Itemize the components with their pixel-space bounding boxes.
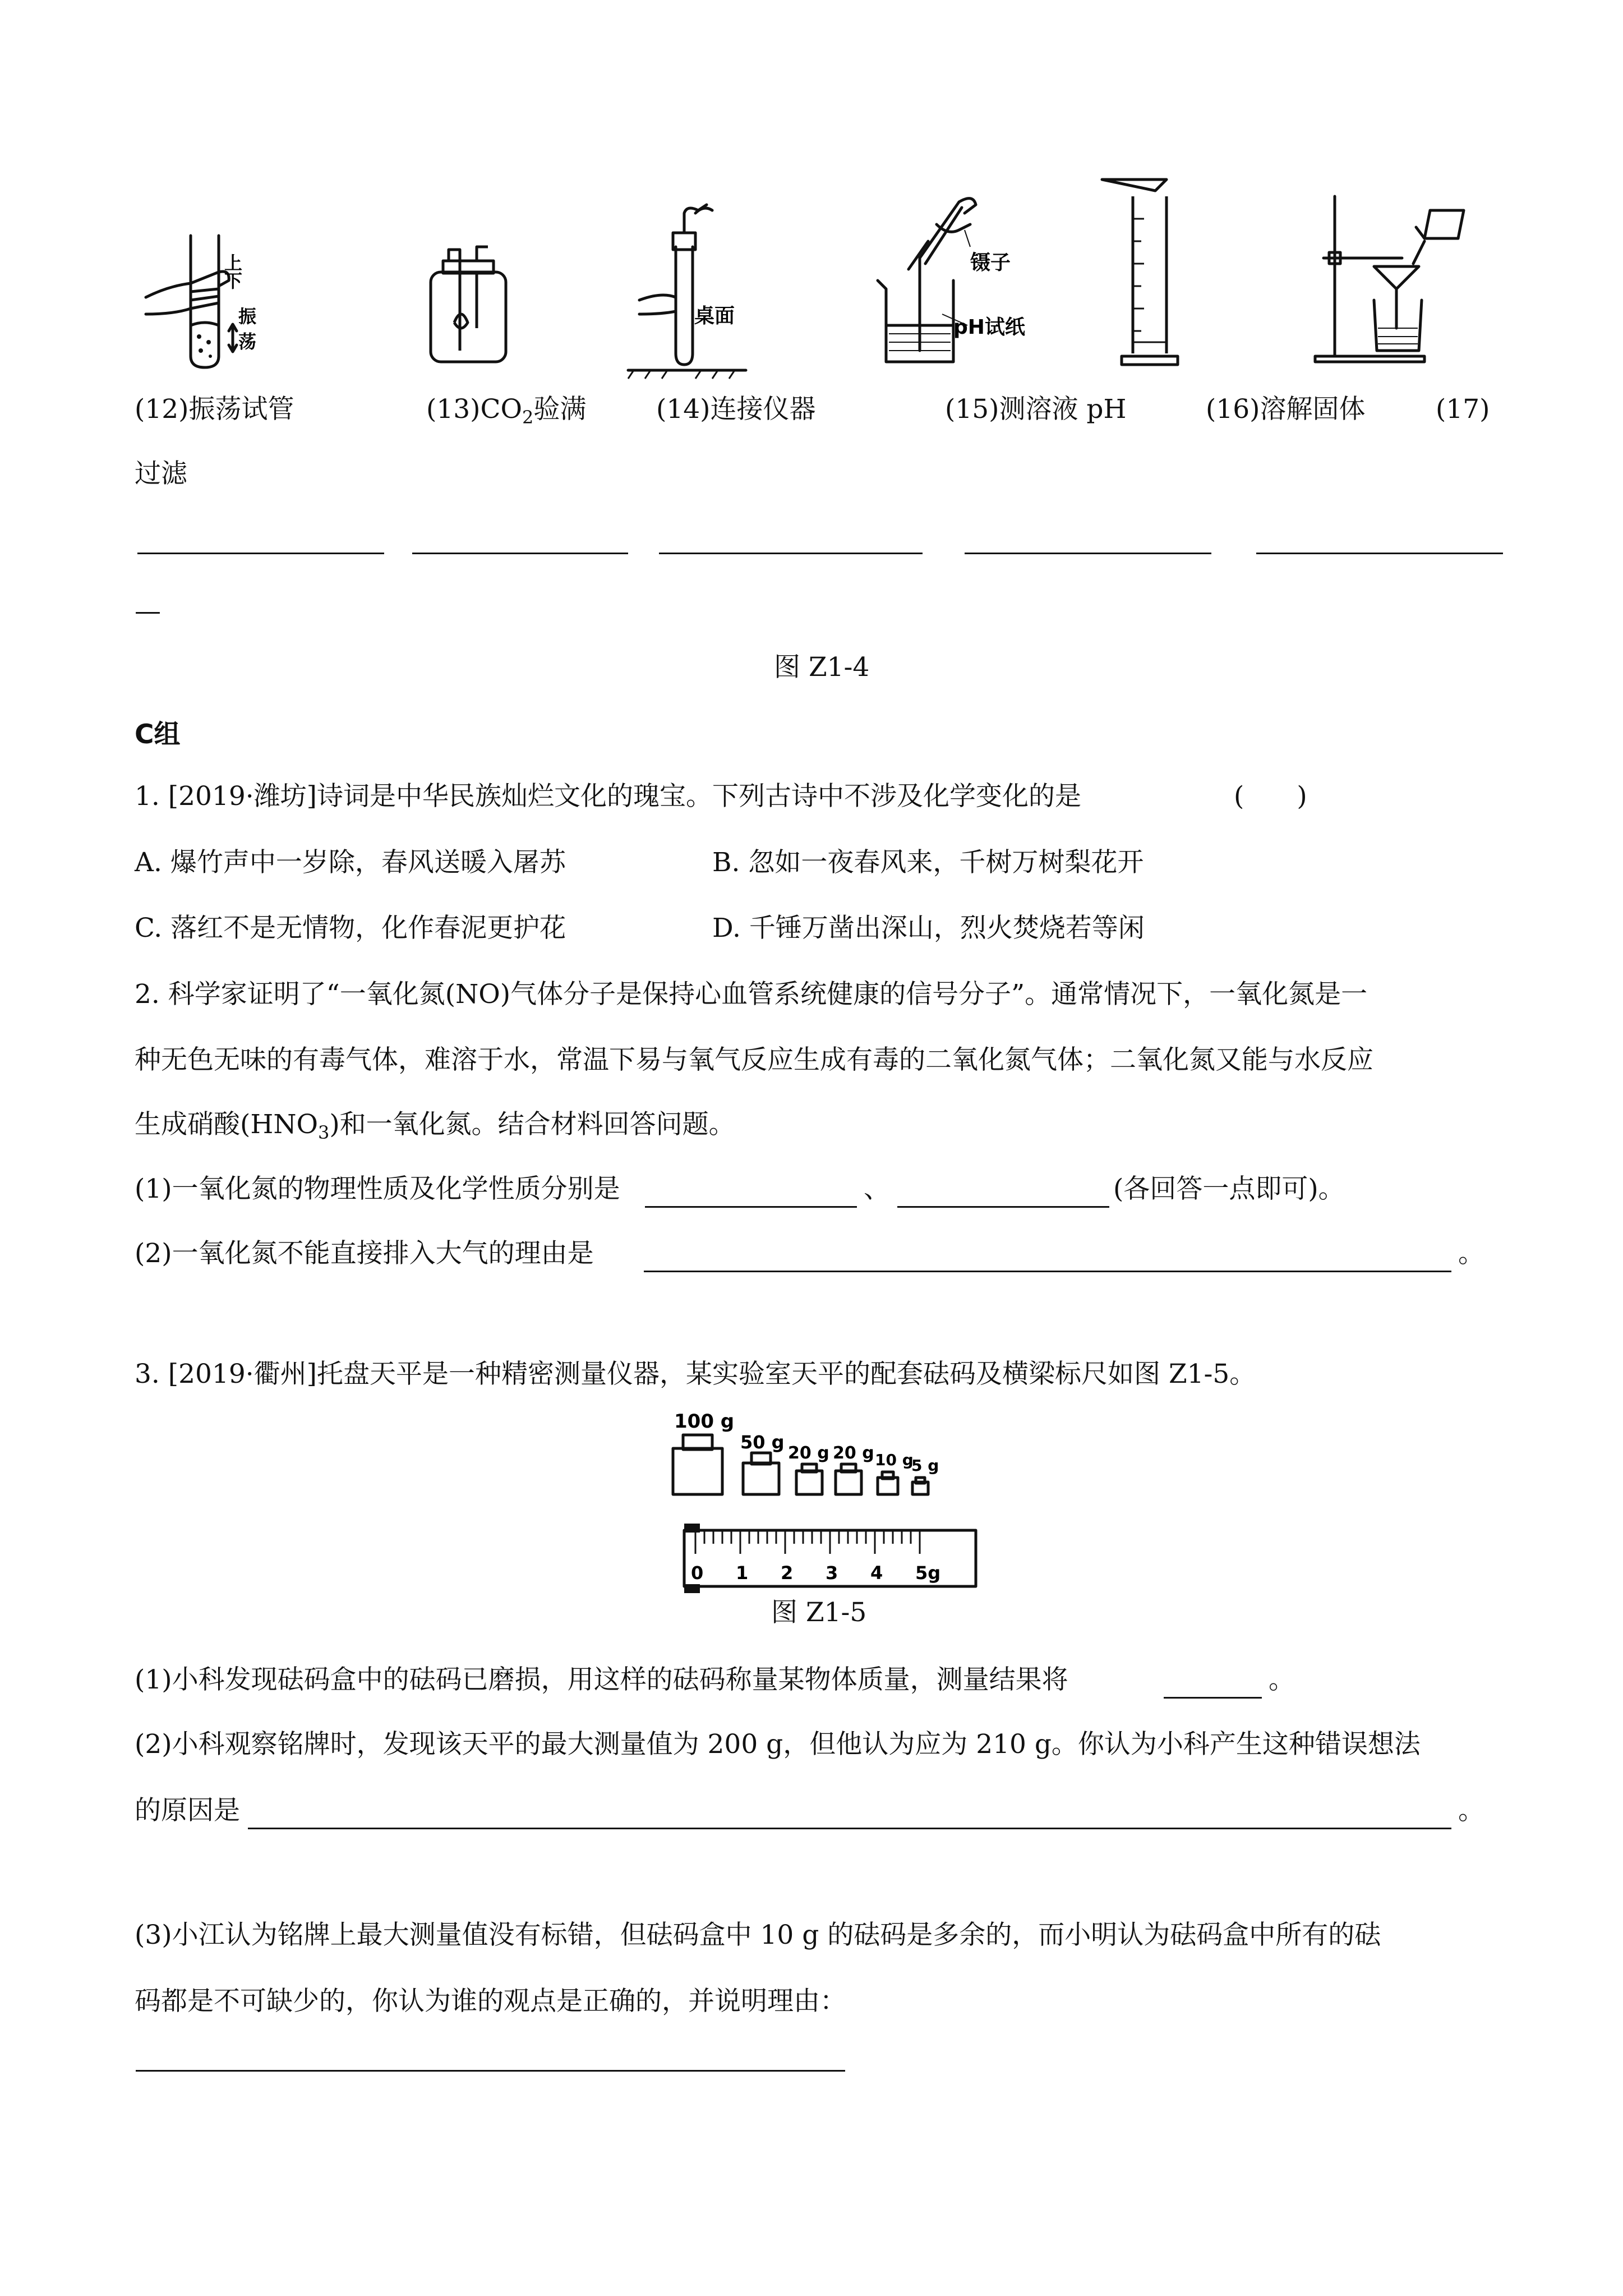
q2-part-1-prefix: (1)一氧化氮的物理性质及化学性质分别是	[135, 1174, 620, 1204]
fig4-answer-blank-4[interactable]	[965, 553, 1211, 554]
fig4-answer-blank-3[interactable]	[659, 553, 923, 554]
q3-part-2-prefix: 的原因是	[135, 1795, 240, 1826]
annotation-tweezers: 镊子	[970, 251, 1011, 274]
q3-part-2-line-1: (2)小科观察铭牌时，发现该天平的最大测量值为 200 g，但他认为应为 210 g。你认为小科产生这种错误想法	[135, 1729, 1421, 1760]
q2-part-2-prefix: (2)一氧化氮不能直接排入大气的理由是	[135, 1238, 594, 1269]
q1-option-d[interactable]: D. 千锤万凿出深山，烈火焚烧若等闲	[712, 913, 1145, 944]
label-17: (17)	[1436, 394, 1490, 425]
q1-option-a[interactable]: A. 爆竹声中一岁除，春风送暖入屠苏	[135, 847, 566, 878]
shake-tube-illustration	[135, 230, 269, 376]
weights-and-ruler-figure	[662, 1397, 987, 1599]
ruler-tick-label-1: 1	[736, 1562, 749, 1584]
label-14: (14)连接仪器	[656, 394, 816, 425]
label-13-sub: 2	[522, 407, 534, 428]
annotation-down: 下	[224, 270, 243, 292]
q3-part-3-blank[interactable]	[136, 2070, 845, 2072]
q2-line-3-sub: 3	[317, 1122, 330, 1143]
q2-line-3	[135, 1108, 735, 1149]
q3-part-2-suffix: 。	[1458, 1795, 1484, 1826]
label-12: (12)振荡试管	[135, 394, 294, 425]
q3-part-1-blank[interactable]	[1164, 1697, 1262, 1699]
q2-part-1-separator: 、	[864, 1174, 890, 1204]
cylinder-illustration	[1099, 174, 1200, 370]
fig4-dash: —	[135, 596, 161, 627]
group-c-title: C组	[135, 719, 181, 750]
q2-part-1-blank-1[interactable]	[645, 1206, 857, 1208]
label-13-post: 验满	[533, 394, 587, 425]
weight-label-20g-a: 20 g	[788, 1443, 829, 1463]
label-13	[426, 393, 586, 434]
q1-stem: 1. [2019·潍坊]诗词是中华民族灿烂文化的瑰宝。下列古诗中不涉及化学变化的是	[135, 781, 1082, 812]
q1-option-c[interactable]: C. 落红不是无情物，化作春泥更护花	[135, 913, 566, 944]
annotation-ph-paper: pH试纸	[953, 316, 1025, 339]
q3-stem: 3. [2019·衢州]托盘天平是一种精密测量仪器，某实验室天平的配套砝码及横梁标尺如图 Z1-5。	[135, 1359, 1256, 1389]
q2-line-3-post: )和一氧化氮。结合材料回答问题。	[329, 1109, 735, 1140]
ruler-tick-label-2: 2	[781, 1562, 794, 1584]
ruler-tick-label-4: 4	[870, 1562, 883, 1584]
q3-part-1-suffix: 。	[1269, 1664, 1295, 1695]
weight-label-20g-b: 20 g	[833, 1443, 874, 1463]
q2-line-1: 2. 科学家证明了“一氧化氮(NO)气体分子是保持心血管系统健康的信号分子”。通常情况下，一氧化氮是一	[135, 979, 1368, 1010]
q2-line-2: 种无色无味的有毒气体，难溶于水，常温下易与氧气反应生成有毒的二氧化氮气体；二氧化氮又能与水反应	[135, 1045, 1373, 1075]
fig4-caption: 图 Z1-4	[774, 652, 870, 683]
filtration-illustration	[1312, 194, 1469, 362]
label-16: (16)溶解固体	[1206, 394, 1366, 425]
weight-label-5g: 5 g	[911, 1456, 939, 1475]
label-17-continued: 过滤	[135, 458, 187, 489]
annotation-up: 上	[224, 252, 243, 274]
fig4-answer-blank-5[interactable]	[1256, 553, 1503, 554]
ruler-tick-label-5: 5g	[915, 1562, 941, 1584]
q2-part-2-blank[interactable]	[644, 1271, 1451, 1272]
ph-test-illustration	[875, 191, 1060, 370]
label-15: (15)测溶液 pH	[945, 394, 1127, 425]
q3-part-3-line-1: (3)小江认为铭牌上最大测量值没有标错，但砝码盒中 10 g 的砝码是多余的，而小明认为砝码盒中所有的砝	[135, 1920, 1381, 1950]
weight-label-10g: 10 g	[875, 1451, 914, 1469]
q3-part-3-line-2: 码都是不可缺少的，你认为谁的观点是正确的，并说明理由：	[135, 1986, 846, 2017]
fig4-answer-blank-2[interactable]	[412, 553, 628, 554]
annotation-shake-2: 荡	[238, 331, 257, 352]
q2-part-1-suffix: (各回答一点即可)。	[1113, 1174, 1345, 1204]
ruler-tick-label-0: 0	[691, 1562, 704, 1584]
q1-option-b[interactable]: B. 忽如一夜春风来，千树万树梨花开	[712, 847, 1144, 878]
ruler-tick-label-3: 3	[826, 1562, 838, 1584]
connect-apparatus-illustration	[628, 202, 751, 370]
annotation-shake-1: 振	[238, 306, 257, 327]
q2-line-3-pre: 生成硝酸(HNO	[135, 1109, 318, 1140]
annotation-desk: 桌面	[694, 305, 735, 328]
q1-answer-bracket[interactable]: ( )	[1234, 781, 1307, 812]
weight-label-100g: 100 g	[674, 1410, 735, 1433]
label-13-pre: (13)CO	[426, 394, 522, 425]
gas-bottle-illustration	[426, 244, 510, 365]
q2-part-2-suffix: 。	[1458, 1238, 1484, 1269]
q3-part-2-blank[interactable]	[248, 1828, 1451, 1829]
weight-label-50g: 50 g	[740, 1432, 785, 1453]
q3-part-1-prefix: (1)小科发现砝码盒中的砝码已磨损，用这样的砝码称量某物体质量，测量结果将	[135, 1664, 1068, 1695]
fig4-answer-blank-1[interactable]	[137, 553, 384, 554]
fig5-caption: 图 Z1-5	[771, 1597, 867, 1628]
q2-part-1-blank-2[interactable]	[897, 1206, 1109, 1208]
